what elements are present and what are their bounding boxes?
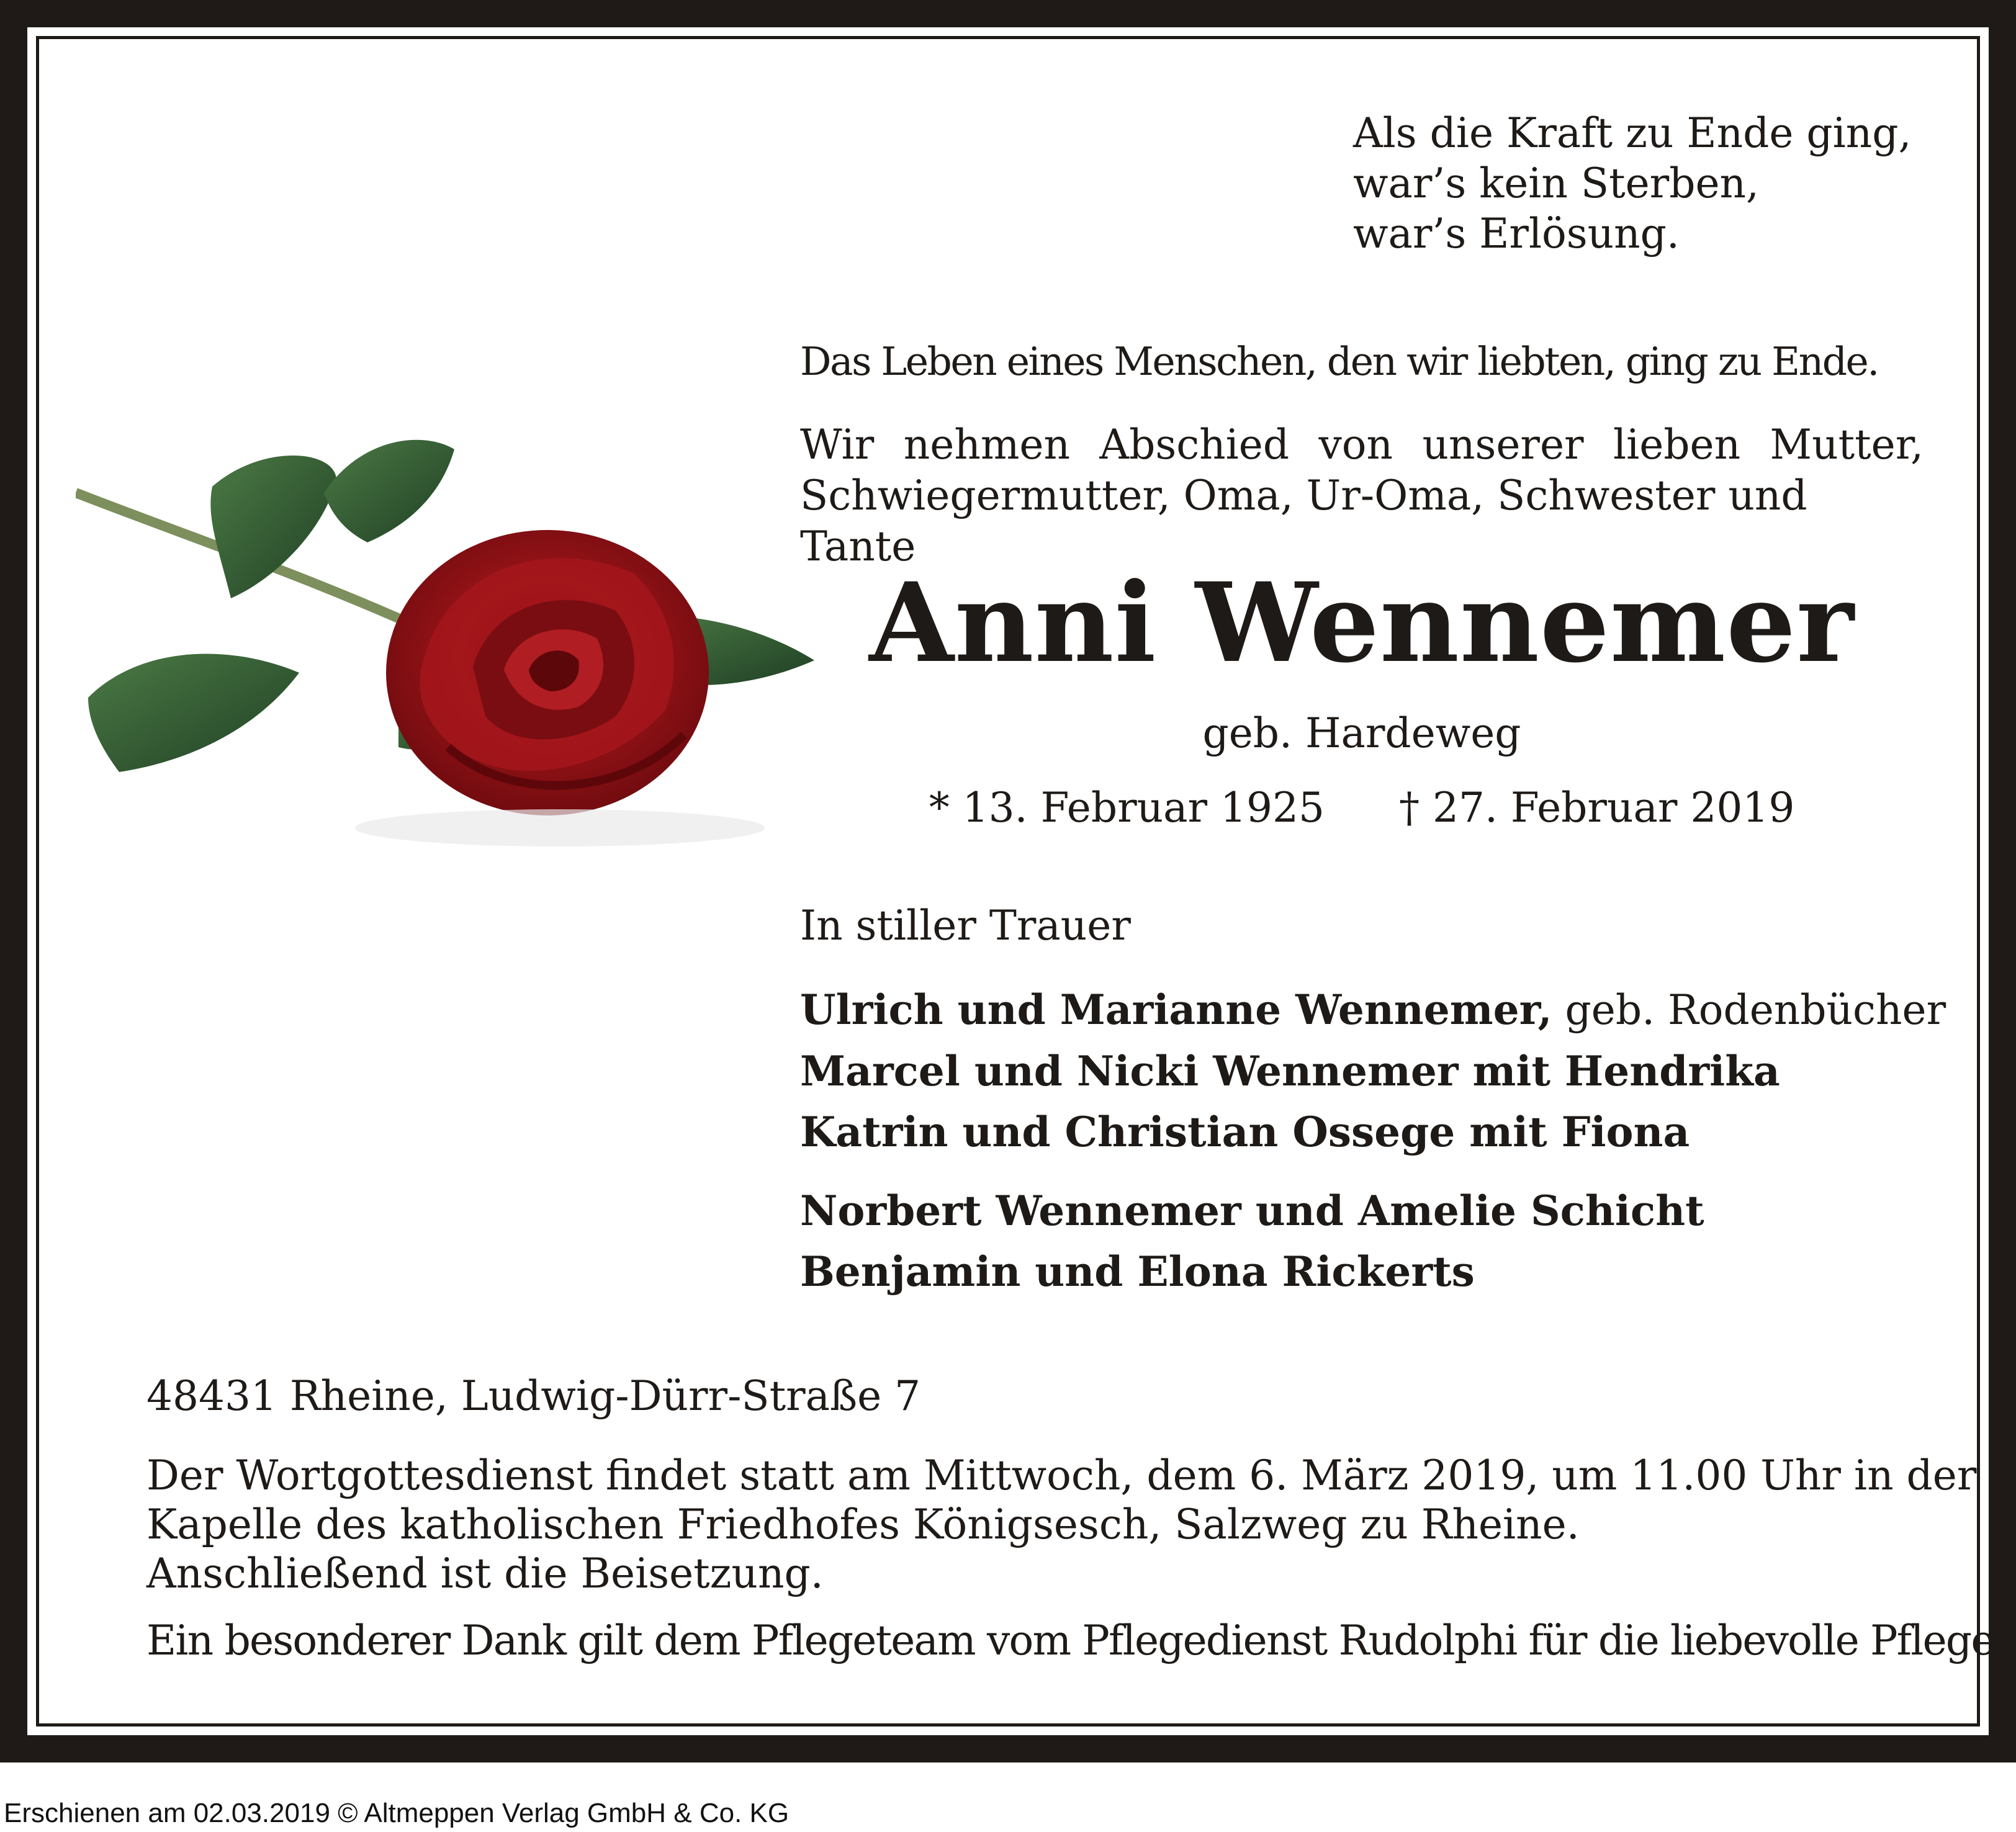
maiden-name: geb. Hardeweg (1202, 709, 1521, 757)
mourners-list (800, 979, 1946, 1162)
service-line: Anschließend ist die Beisetzung. (146, 1550, 824, 1597)
farewell-line: Wir nehmen Abschied von unserer lieben Mutter, (800, 421, 1924, 469)
mourner-maiden-name: geb. Rodenbücher (1552, 986, 1946, 1034)
mourner-line (800, 979, 1946, 1041)
birth-date: * 13. Februar 1925 (929, 784, 1325, 832)
service-line: Kapelle des katholischen Friedhofes Königsesch, Salzweg zu Rheine. (146, 1501, 1580, 1548)
farewell-line: Schwiegermutter, Oma, Ur-Oma, Schwester und Tante (800, 472, 1807, 570)
life-dates (800, 783, 1924, 833)
thanks-text: Ein besonderer Dank gilt dem Pflegeteam vom Pflegedienst Rudolphi für die liebevolle Pflege. (146, 1617, 2006, 1664)
intro-text: Das Leben eines Menschen, den wir liebten, ging zu Ende. (800, 339, 1878, 384)
rose-icon (76, 424, 839, 871)
mourner-line: Benjamin und Elona Rickerts (800, 1247, 1475, 1296)
farewell-text (800, 420, 1924, 572)
service-line: Der Wortgottesdienst findet statt am Mittwoch, dem 6. März 2019, um 11.00 Uhr in der (146, 1452, 1977, 1499)
mourner-name: Ulrich und Marianne Wennemer, (800, 986, 1552, 1034)
address: 48431 Rheine, Ludwig-Dürr-Straße 7 (146, 1372, 921, 1420)
service-info (146, 1451, 1977, 1598)
deceased-name: Anni Wennemer (869, 559, 1855, 687)
publication-footer: Erschienen am 02.03.2019 © Altmeppen Verlag GmbH & Co. KG (4, 1798, 790, 1828)
motto (1353, 108, 1911, 259)
mourners-list-2 (800, 1180, 1704, 1302)
mourner-line: Katrin und Christian Ossege mit Fiona (800, 1108, 1690, 1156)
death-date: † 27. Februar 2019 (1399, 784, 1795, 832)
motto-line: war’s kein Sterben, (1353, 159, 1760, 207)
mourning-phrase: In stiller Trauer (800, 902, 1131, 950)
obituary-page (27, 27, 2006, 1735)
mourner-line: Norbert Wennemer und Amelie Schicht (800, 1187, 1704, 1235)
motto-line: war’s Erlösung. (1353, 210, 1680, 258)
motto-line: Als die Kraft zu Ende ging, (1353, 109, 1912, 157)
mourner-line: Marcel und Nicki Wennemer mit Hendrika (800, 1047, 1780, 1095)
